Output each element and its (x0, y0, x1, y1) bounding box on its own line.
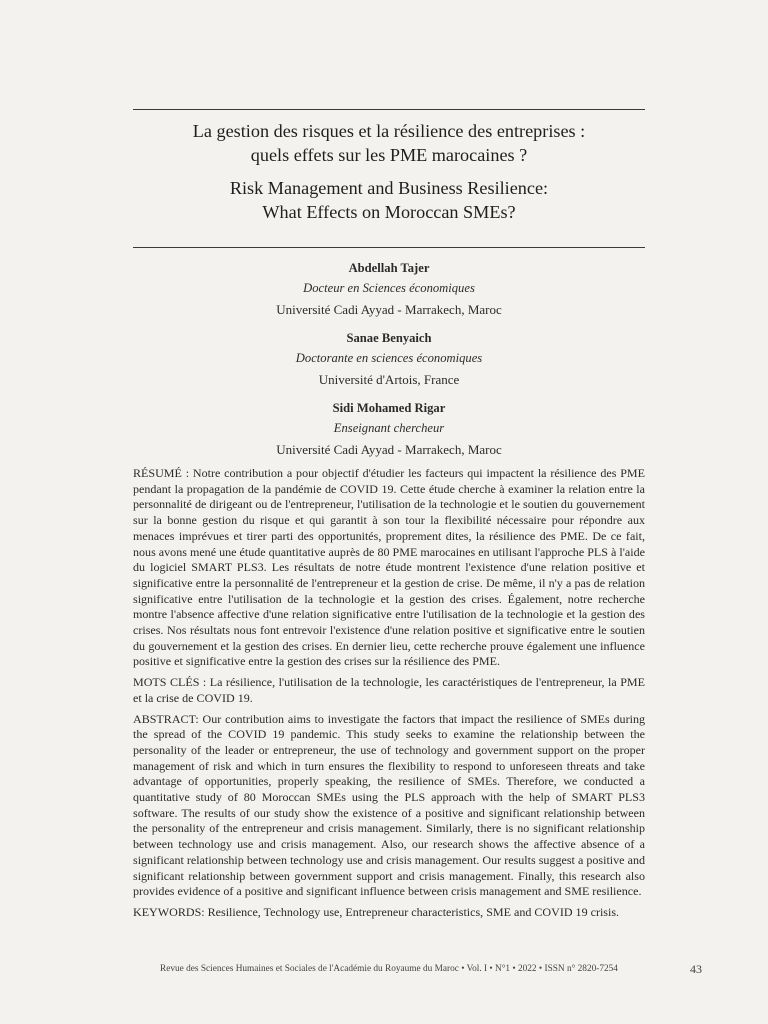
title-block (133, 119, 645, 224)
title-fr-line1: La gestion des risques et la résilience des entreprises : (192, 121, 586, 141)
bottom-rule (133, 247, 645, 248)
author-affiliation: Université Cadi Ayyad - Marrakech, Maroc (276, 302, 502, 317)
author-block (133, 258, 645, 320)
journal-citation: Revue des Sciences Humaines et Sociales de l'Académie du Royaume du Maroc • Vol. I • N°1 • 2022 • ISSN n° 2820-7254 (160, 964, 618, 974)
author-list (133, 258, 645, 468)
author-name: Sanae Benyaich (346, 331, 432, 345)
title-en-line1: Risk Management and Business Resilience: (229, 178, 549, 198)
author-affiliation: Université d'Artois, France (318, 372, 460, 387)
page-number: 43 (690, 962, 702, 976)
author-block (133, 328, 645, 390)
author-name: Sidi Mohamed Rigar (332, 401, 446, 415)
title-fr-line2: quels effets sur les PME marocaines ? (250, 145, 528, 165)
title-fr (133, 119, 645, 167)
mots-cles-paragraph: MOTS CLÉS : La résilience, l'utilisation de la technologie, les caractéristiques de l'entrepreneur, la PME et la crise de COVID 19. (133, 675, 645, 705)
top-rule (133, 109, 645, 110)
author-role: Enseignant chercheur (333, 421, 445, 435)
author-name: Abdellah Tajer (348, 261, 430, 275)
abstract-paragraph: ABSTRACT: Our contribution aims to investigate the factors that impact the resilience of SMEs during the spread of the COVID 19 pandemic. This study seeks to examine the relationship between the personality of the leader or entrepreneur, the use of technology and government support on the proper management of risk and which in turn ensures the flexibility to respond to unforeseen threats and take advantage of opportunities, properly speaking, the resilience of SMEs. Therefore, we conducted a quantitative study of 80 Moroccan SMEs using the PLS approach with the help of SMART PLS3 software. The results of our study show the existence of a positive and significant relationship between the personality of the entrepreneur and crisis management. Similarly, there is no significant relationship between technology use and crisis management. Also, our research shows the affective absence of a significant relationship between technology use and crisis management. Our results suggest a positive and significant relationship between government support and crisis management. Finally, this research also provides evidence of a positive and significant influence between crisis management and SME resilience. (133, 711, 645, 899)
author-block (133, 398, 645, 460)
title-en-line2: What Effects on Moroccan SMEs? (262, 202, 516, 222)
keywords-paragraph: KEYWORDS: Resilience, Technology use, Entrepreneur characteristics, SME and COVID 19 crisis. (133, 904, 620, 919)
author-role: Doctorante en sciences économiques (295, 351, 483, 365)
title-en (133, 176, 645, 224)
page-footer (0, 962, 768, 976)
author-affiliation: Université Cadi Ayyad - Marrakech, Maroc (276, 442, 502, 457)
resume-paragraph: RÉSUMÉ : Notre contribution a pour objectif d'étudier les facteurs qui impactent la résilience des PME pendant la propagation de la pandémie de COVID 19. Cette étude cherche à examiner la relation entre la personnalité de dirigeant ou de l'entrepreneur, l'utilisation de la technologie et le soutien du gouvernement sur la bonne gestion du risque et qui garantit à son tour la flexibilité nécessaire pour répondre aux menaces imprévues et tirer parti des opportunités, proprement dites, la résilience des PME. De ce fait, nous avons mené une étude quantitative auprès de 80 PME marocaines en utilisant l'approche PLS à l'aide du logiciel SMART PLS3. Les résultats de notre étude montrent l'existence d'une relation positive et significative entre la personnalité de l'entrepreneur et la gestion de crise. De même, il n'y a pas de relation significative entre l'utilisation de la technologie et la gestion des crises. Également, notre recherche montre l'absence affective d'une relation significative entre l'utilisation de la technologie et la gestion des crises. Nos résultats nous font entrevoir l'existence d'une relation positive et significative entre le soutien du gouvernement et la gestion des crises. En dernier lieu, cette recherche prouve également une influence positive et significative entre la gestion des crises sur la résilience des PME. (133, 466, 645, 669)
article-body (133, 466, 645, 926)
author-role: Docteur en Sciences économiques (303, 281, 475, 295)
